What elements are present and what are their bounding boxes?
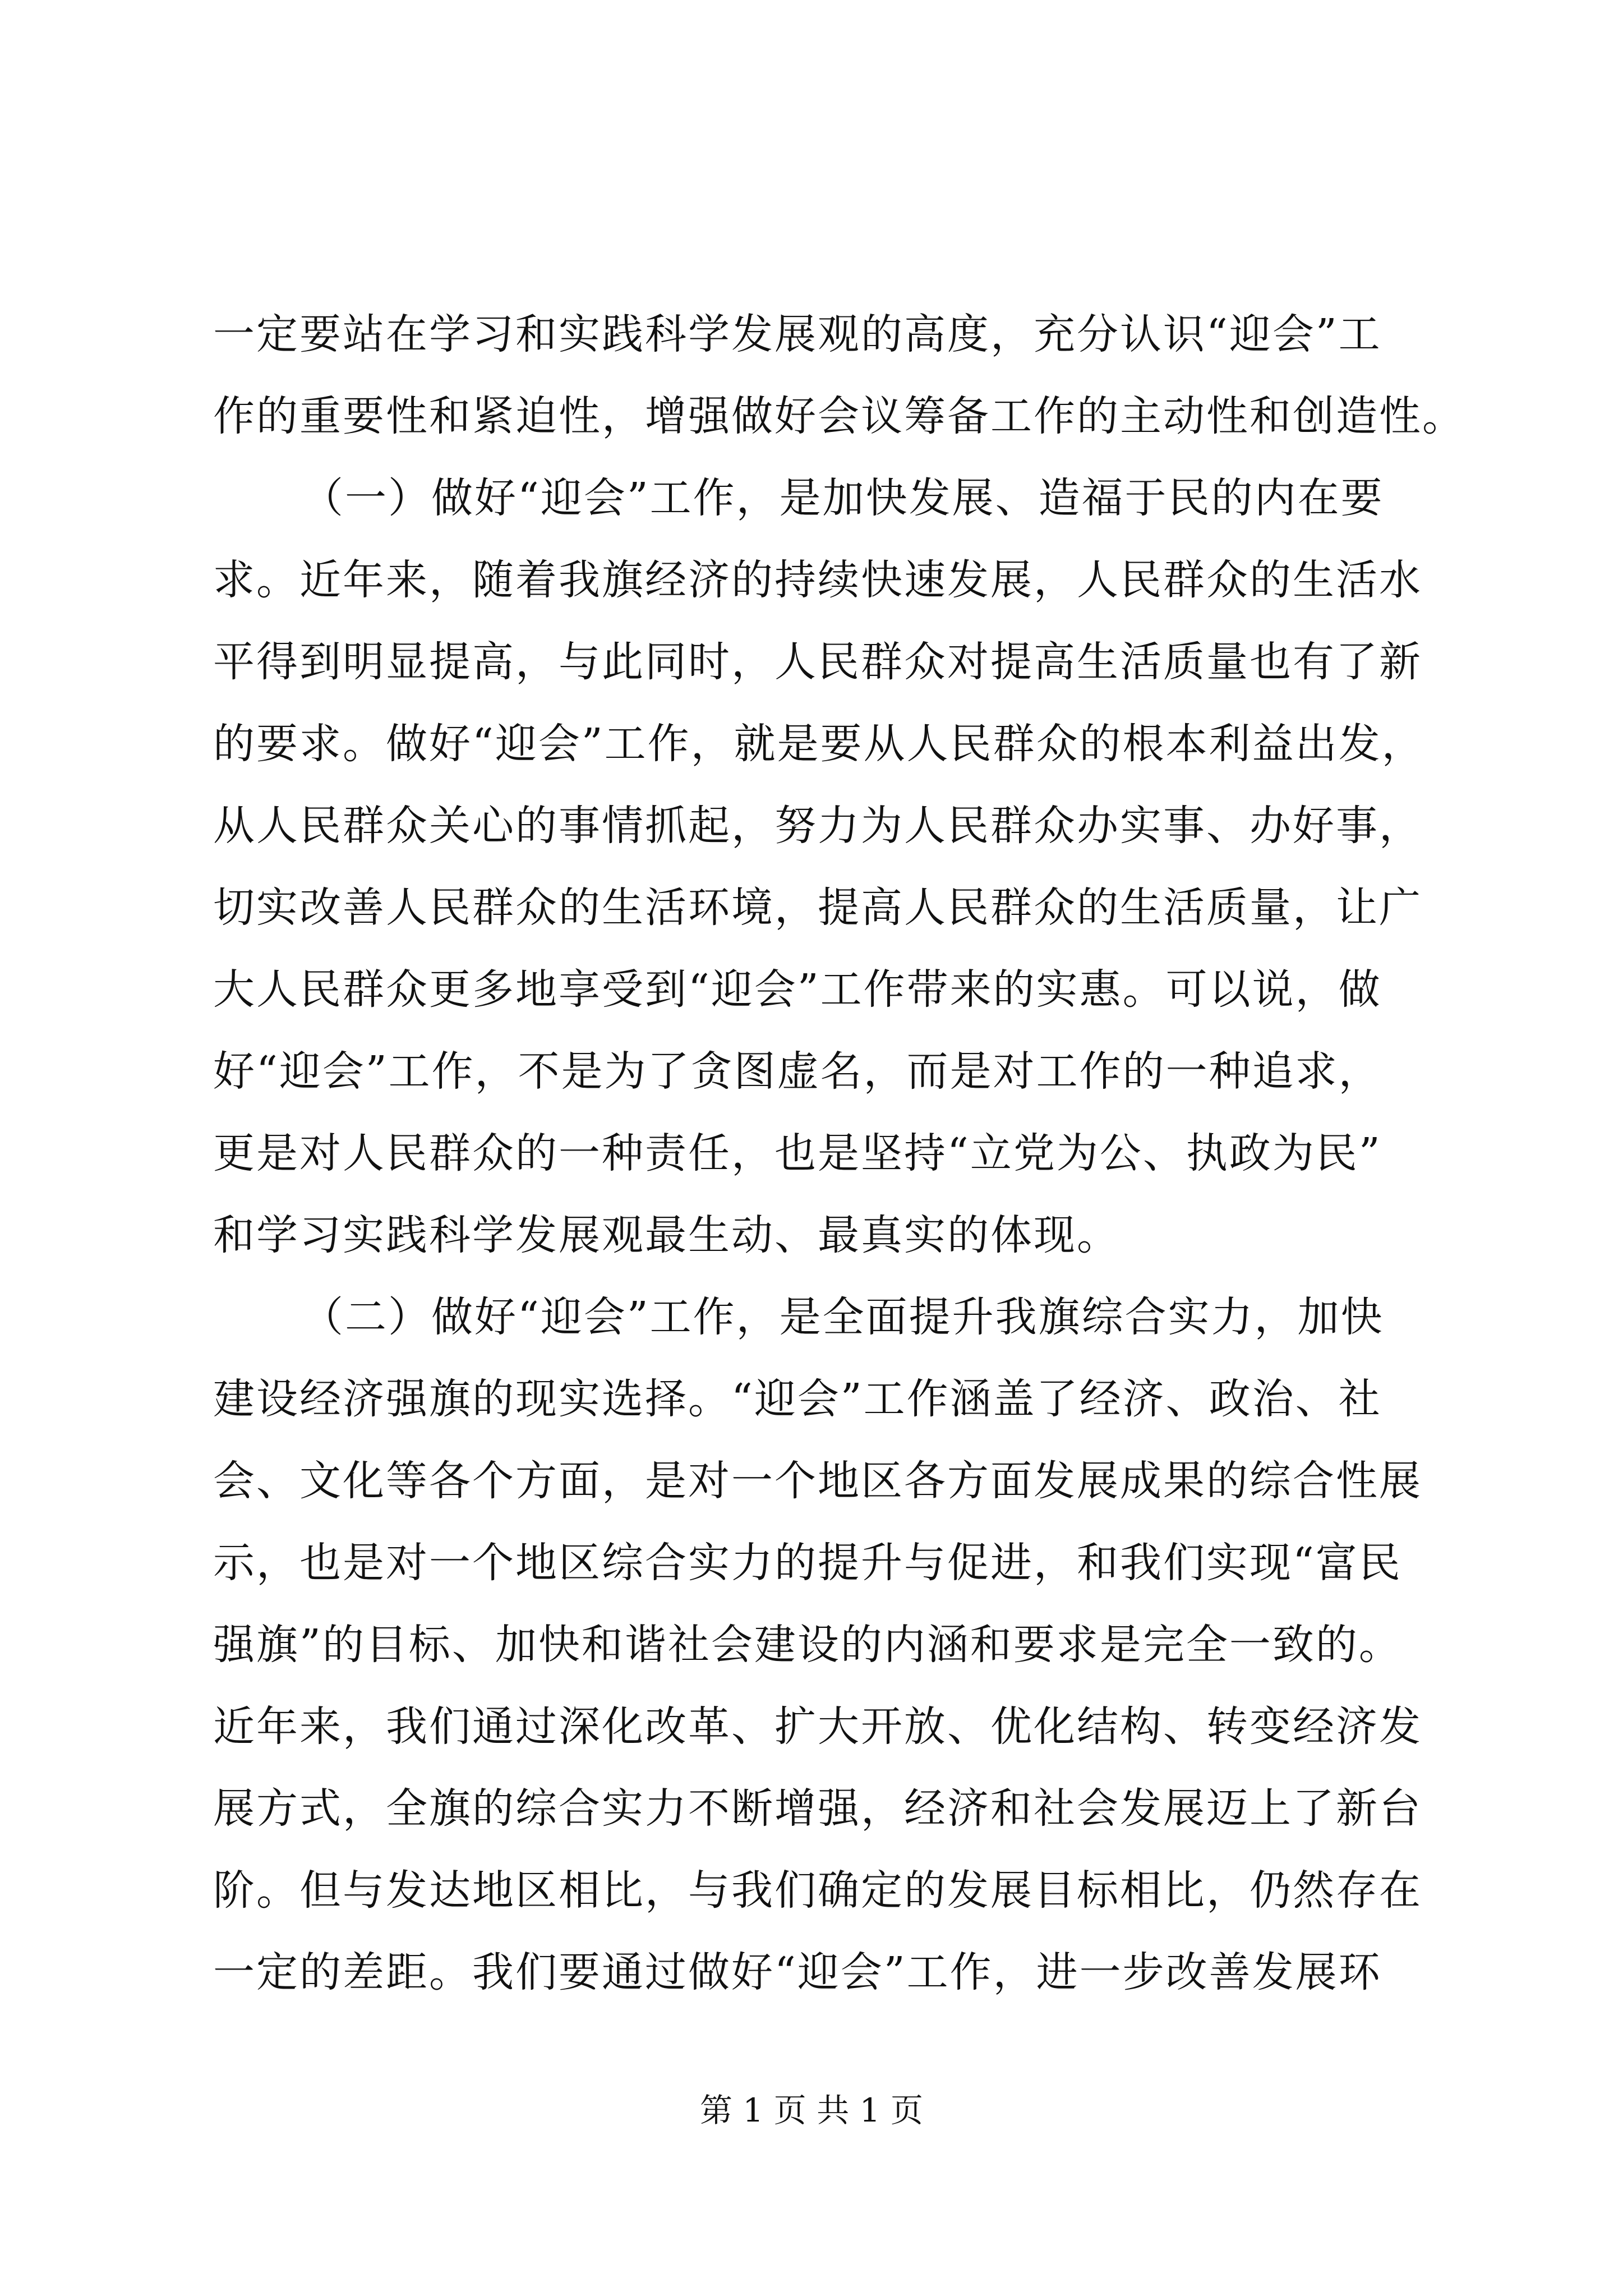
text-line: 的要求。做好“迎会”工作，就是要从人民群众的根本利益出发， [213, 720, 1425, 768]
text-line: 好“迎会”工作，不是为了贪图虚名，而是对工作的一种追求， [213, 1047, 1382, 1096]
text-line: 作的重要性和紧迫性，增强做好会议筹备工作的主动性和创造性。 [213, 392, 1465, 440]
text-line: 大人民群众更多地享受到“迎会”工作带来的实惠。可以说，做 [213, 965, 1382, 1014]
text-line: 建设经济强旗的现实选择。“迎会”工作涵盖了经济、政治、社 [213, 1375, 1382, 1423]
paragraph-heading-2: （二）做好“迎会”工作，是全面提升我旗综合实力，加快 [302, 1293, 1384, 1341]
text-line: 切实改善人民群众的生活环境，提高人民群众的生活质量，让广 [213, 884, 1422, 932]
page-number-footer: 第 1 页 共 1 页 [700, 2091, 923, 2129]
paragraph-heading-1: （一）做好“迎会”工作，是加快发展、造福于民的内在要 [302, 474, 1384, 522]
text-line: 强旗”的目标、加快和谐社会建设的内涵和要求是完全一致的。 [213, 1621, 1402, 1669]
text-line: 一定的差距。我们要通过做好“迎会”工作，进一步改善发展环 [213, 1948, 1382, 1996]
text-line: 从人民群众关心的事情抓起，努力为人民群众办实事、办好事， [213, 802, 1422, 850]
text-line: 阶。但与发达地区相比，与我们确定的发展目标相比，仍然存在 [213, 1866, 1422, 1915]
text-line: 近年来，我们通过深化改革、扩大开放、优化结构、转变经济发 [213, 1703, 1422, 1751]
text-line: 展方式，全旗的综合实力不断增强，经济和社会发展迈上了新台 [213, 1784, 1422, 1833]
text-line: 示，也是对一个地区综合实力的提升与促进，和我们实现“富民 [213, 1539, 1402, 1587]
text-line: 一定要站在学习和实践科学发展观的高度，充分认识“迎会”工 [213, 310, 1382, 358]
text-line: 更是对人民群众的一种责任，也是坚持“立党为公、执政为民” [213, 1129, 1382, 1177]
text-line: 求。近年来，随着我旗经济的持续快速发展，人民群众的生活水 [213, 556, 1422, 604]
text-line: 会、文化等各个方面，是对一个地区各方面发展成果的综合性展 [213, 1457, 1422, 1505]
text-line: 和学习实践科学发展观最生动、最真实的体现。 [213, 1211, 1120, 1259]
text-line: 平得到明显提高，与此同时，人民群众对提高生活质量也有了新 [213, 638, 1422, 686]
